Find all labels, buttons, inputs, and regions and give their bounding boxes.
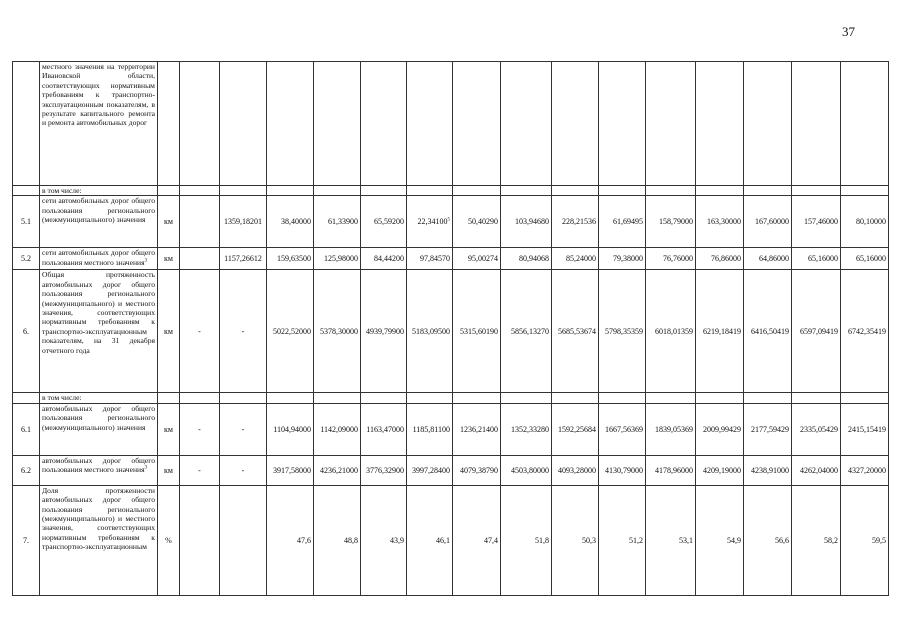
value-cell: 84,44200 — [361, 248, 407, 270]
unit-cell — [158, 62, 180, 186]
value-cell — [552, 186, 599, 196]
value-cell: 4327,20000 — [841, 455, 889, 485]
value-cell: 43,9 — [361, 485, 407, 595]
value-cell: 4939,79900 — [361, 270, 407, 393]
value-cell — [646, 62, 696, 186]
value-cell: 76,76000 — [646, 248, 696, 270]
value-cell — [501, 186, 552, 196]
value-cell: 61,33900 — [314, 196, 361, 248]
value-cell — [501, 393, 552, 403]
value-cell: - — [220, 455, 267, 485]
row-number: 6. — [13, 270, 40, 393]
value-cell: 1185,81100 — [407, 403, 453, 455]
unit-cell — [158, 186, 180, 196]
value-cell: 65,16000 — [841, 248, 889, 270]
value-cell: 54,9 — [696, 485, 744, 595]
indicator-name: автомобильных дорог общего пользования местного значения$^3$ — [40, 455, 158, 485]
value-cell: 2009,99429 — [696, 403, 744, 455]
value-cell — [314, 186, 361, 196]
value-cell: 51,8 — [501, 485, 552, 595]
table-row — [13, 62, 889, 186]
value-cell: 48,8 — [314, 485, 361, 595]
unit-cell: км — [158, 403, 180, 455]
value-cell: 1142,09000 — [314, 403, 361, 455]
unit-cell: % — [158, 485, 180, 595]
value-cell — [361, 62, 407, 186]
value-cell — [220, 393, 267, 403]
value-cell — [267, 393, 314, 403]
row-number — [13, 62, 40, 186]
value-cell: 125,98000 — [314, 248, 361, 270]
value-cell: 3917,58000 — [267, 455, 314, 485]
value-cell — [314, 393, 361, 403]
value-cell: 4093,28000 — [552, 455, 599, 485]
value-cell: 5798,35359 — [599, 270, 646, 393]
value-cell — [220, 62, 267, 186]
value-cell: 1359,18201 — [220, 196, 267, 248]
row-number — [13, 393, 40, 403]
value-cell: 4130,79000 — [599, 455, 646, 485]
value-cell: 85,24000 — [552, 248, 599, 270]
value-cell: 4236,21000 — [314, 455, 361, 485]
value-cell: 103,94680 — [501, 196, 552, 248]
value-cell: 1104,94000 — [267, 403, 314, 455]
value-cell: 79,38000 — [599, 248, 646, 270]
indicator-name: сети автомобильных дорог общего пользования регионального (межмуниципального) значения — [40, 196, 158, 248]
value-cell — [599, 186, 646, 196]
value-cell: 157,46000 — [792, 196, 841, 248]
table-row — [13, 403, 889, 455]
value-cell — [744, 186, 792, 196]
footnote-mark: 3 — [144, 258, 148, 264]
value-cell — [646, 186, 696, 196]
value-cell — [599, 393, 646, 403]
value-cell: - — [220, 403, 267, 455]
value-cell: 50,40290 — [453, 196, 501, 248]
table-row — [13, 270, 889, 393]
value-cell — [453, 186, 501, 196]
value-cell: 1236,21400 — [453, 403, 501, 455]
value-cell — [453, 393, 501, 403]
value-cell — [646, 393, 696, 403]
row-number — [13, 186, 40, 196]
footnote-mark: 3 — [144, 465, 148, 471]
value-cell: 5183,09500 — [407, 270, 453, 393]
value-cell: 4178,96000 — [646, 455, 696, 485]
unit-cell: км — [158, 455, 180, 485]
value-cell — [180, 393, 220, 403]
value-cell: 80,94068 — [501, 248, 552, 270]
value-cell — [792, 393, 841, 403]
value-cell — [267, 186, 314, 196]
value-cell — [552, 393, 599, 403]
value-cell — [407, 186, 453, 196]
table-row — [13, 248, 889, 270]
value-cell: 97,84570 — [407, 248, 453, 270]
value-cell: 65,59200 — [361, 196, 407, 248]
value-cell: 1839,05369 — [646, 403, 696, 455]
value-cell — [180, 186, 220, 196]
value-cell: 47,6 — [267, 485, 314, 595]
value-cell: 56,6 — [744, 485, 792, 595]
value-cell — [180, 196, 220, 248]
value-cell: 5315,60190 — [453, 270, 501, 393]
value-cell: 5378,30000 — [314, 270, 361, 393]
unit-cell: км — [158, 196, 180, 248]
value-cell: 6219,18419 — [696, 270, 744, 393]
value-cell: 4238,91000 — [744, 455, 792, 485]
value-cell: 1352,33280 — [501, 403, 552, 455]
value-cell: 2177,59429 — [744, 403, 792, 455]
value-cell: 2335,05429 — [792, 403, 841, 455]
value-cell — [180, 248, 220, 270]
table-row — [13, 455, 889, 485]
value-cell — [220, 186, 267, 196]
unit-cell — [158, 393, 180, 403]
value-cell: 58,2 — [792, 485, 841, 595]
indicator-name: в том числе: — [40, 186, 158, 196]
value-cell: 47,4 — [453, 485, 501, 595]
indicator-name: Общая протяженность автомобильных дорог общего пользования регионального (межмуниципального) и местного значения, соответствующих нормативным требованиям к транспортно-эксплуатационным показателям, на 31 декабря отчетного года — [40, 270, 158, 393]
value-cell: 76,86000 — [696, 248, 744, 270]
value-cell: 5685,53674 — [552, 270, 599, 393]
value-cell: 38,40000 — [267, 196, 314, 248]
value-cell — [407, 62, 453, 186]
value-cell: 46,1 — [407, 485, 453, 595]
value-cell: 1163,47000 — [361, 403, 407, 455]
indicators-table — [12, 61, 889, 596]
value-cell — [314, 62, 361, 186]
value-cell: 61,69495 — [599, 196, 646, 248]
value-cell — [361, 393, 407, 403]
value-cell: 3776,32900 — [361, 455, 407, 485]
value-cell: 50,3 — [552, 485, 599, 595]
value-cell — [220, 485, 267, 595]
value-cell — [180, 485, 220, 595]
row-number: 5.2 — [13, 248, 40, 270]
value-cell: 80,10000 — [841, 196, 889, 248]
value-cell: 2415,15419 — [841, 403, 889, 455]
value-cell: 1667,56369 — [599, 403, 646, 455]
value-cell: - — [180, 455, 220, 485]
table-row — [13, 186, 889, 196]
row-number: 7. — [13, 485, 40, 595]
value-cell — [407, 393, 453, 403]
value-cell: 5022,52000 — [267, 270, 314, 393]
indicator-name: Доля протяженности автомобильных дорог общего пользования регионального (межмуниципального) и местного значения, соответствующих нормативным требованиям к транспортно-эксплуатационным — [40, 485, 158, 595]
footnote-mark: 5 — [447, 217, 450, 223]
value-cell: 4209,19000 — [696, 455, 744, 485]
row-number: 5.1 — [13, 196, 40, 248]
value-cell — [792, 186, 841, 196]
value-cell: - — [180, 403, 220, 455]
unit-cell: км — [158, 270, 180, 393]
value-cell: 4079,38790 — [453, 455, 501, 485]
value-cell: 22,34100$^5$ — [407, 196, 453, 248]
value-cell: 64,86000 — [744, 248, 792, 270]
table-row — [13, 485, 889, 595]
indicator-name: в том числе: — [40, 393, 158, 403]
value-cell — [744, 393, 792, 403]
value-cell — [599, 62, 646, 186]
row-number: 6.1 — [13, 403, 40, 455]
value-cell: 1157,26612 — [220, 248, 267, 270]
unit-cell: км — [158, 248, 180, 270]
value-cell — [361, 186, 407, 196]
value-cell — [696, 393, 744, 403]
value-cell: 1592,25684 — [552, 403, 599, 455]
value-cell: 6018,01359 — [646, 270, 696, 393]
value-cell — [267, 62, 314, 186]
value-cell: 163,30000 — [696, 196, 744, 248]
value-cell — [744, 62, 792, 186]
value-cell — [552, 62, 599, 186]
value-cell: 95,00274 — [453, 248, 501, 270]
value-cell — [841, 62, 889, 186]
value-cell: 6416,50419 — [744, 270, 792, 393]
value-cell — [841, 186, 889, 196]
value-cell: - — [180, 270, 220, 393]
value-cell — [501, 62, 552, 186]
value-cell: 5856,13270 — [501, 270, 552, 393]
value-cell — [696, 62, 744, 186]
value-cell: 6597,09419 — [792, 270, 841, 393]
page-number: 37 — [842, 24, 855, 39]
indicator-name: автомобильных дорог общего пользования регионального (межмуниципального) значения — [40, 403, 158, 455]
value-cell: 4503,80000 — [501, 455, 552, 485]
value-cell — [841, 393, 889, 403]
table-row — [13, 393, 889, 403]
value-cell: 159,63500 — [267, 248, 314, 270]
indicator-name: сети автомобильных дорог общего пользования местного значения$^3$ — [40, 248, 158, 270]
value-cell: 158,79000 — [646, 196, 696, 248]
value-cell — [792, 62, 841, 186]
value-cell: 65,16000 — [792, 248, 841, 270]
table-row — [13, 196, 889, 248]
value-cell: 51,2 — [599, 485, 646, 595]
value-cell: 4262,04000 — [792, 455, 841, 485]
value-cell: 167,60000 — [744, 196, 792, 248]
value-cell — [696, 186, 744, 196]
row-number: 6.2 — [13, 455, 40, 485]
value-cell: 6742,35419 — [841, 270, 889, 393]
indicator-name: местного значения на территории Ивановской области, соответствующих нормативным требованиям к транспортно-эксплуатационным показателям, в результате капитального ремонта и ремонта автомобильных дорог — [40, 62, 158, 186]
value-cell: 53,1 — [646, 485, 696, 595]
value-cell: - — [220, 270, 267, 393]
value-cell: 3997,28400 — [407, 455, 453, 485]
value-cell: 59,5 — [841, 485, 889, 595]
value-cell: 228,21536 — [552, 196, 599, 248]
value-cell — [180, 62, 220, 186]
value-cell — [453, 62, 501, 186]
